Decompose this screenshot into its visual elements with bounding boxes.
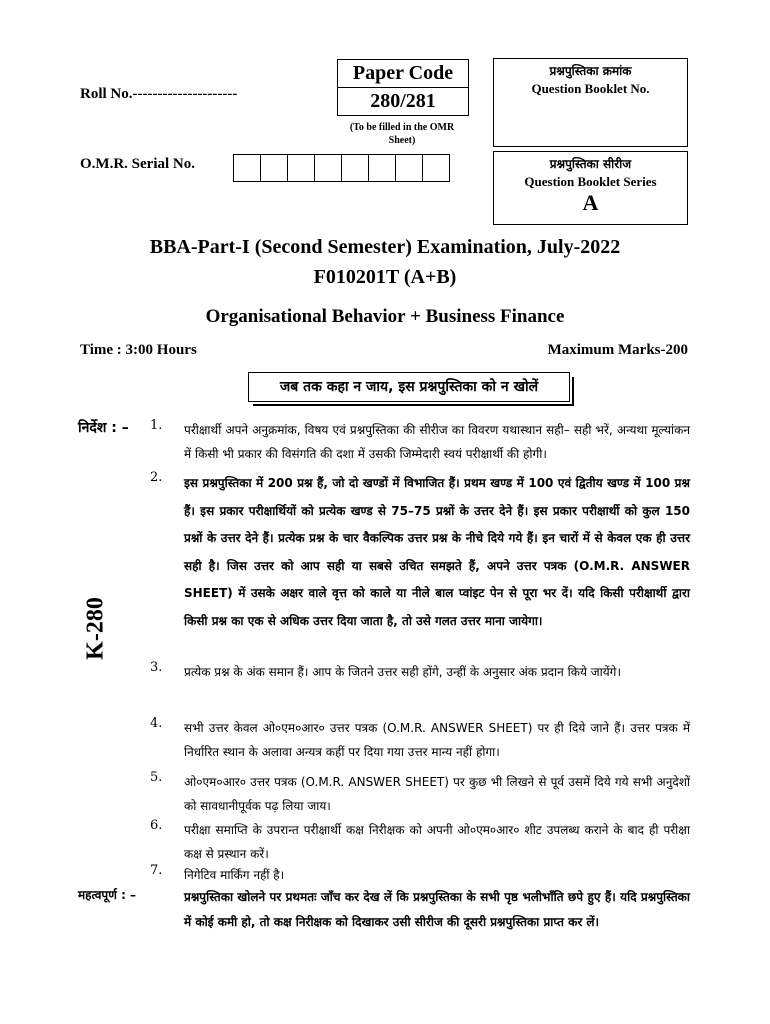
question-booklet-no-english: Question Booklet No. xyxy=(531,81,650,96)
omr-digit-box xyxy=(395,154,423,182)
instruction-text: ओ०एम०आर० उत्तर पत्रक (O.M.R. ANSWER SHEET) पर कुछ भी लिखने से पूर्व उसमें दिये गये सभी अनुदेशों को सावधानीपूर्वक पढ़ लिया जाय। xyxy=(184,775,690,813)
omr-digit-box xyxy=(260,154,288,182)
paper-code-label: Paper Code xyxy=(338,60,468,88)
question-booklet-series-value: A xyxy=(582,190,599,215)
instruction-number: 5. xyxy=(150,770,163,785)
omr-digit-box xyxy=(368,154,396,182)
instruction-text: प्रत्येक प्रश्न के अंक समान हैं। आप के जितने उत्तर सही होंगे, उन्हीं के अनुसार अंक प्रदान किये जायेंगे। xyxy=(184,665,621,679)
omr-serial-label: O.M.R. Serial No. xyxy=(80,156,195,172)
instruction-number: 6. xyxy=(150,818,163,833)
instruction-text: परीक्षा समाप्ति के उपरान्त परीक्षार्थी कक्ष निरीक्षक को अपनी ओ०एम०आर० शीट उपलब्ध कराने के बाद ही परीक्षा कक्ष से प्रस्थान करें। xyxy=(184,823,690,861)
omr-digit-box xyxy=(287,154,315,182)
important-text: प्रश्नपुस्तिका खोलने पर प्रथमतः जाँच कर देख लें कि प्रश्नपुस्तिका के सभी पृष्ठ भलीभाँति छपे हुए हैं। यदि प्रश्नपुस्तिका में कोई कमी हो, तो कक्ष निरीक्षक को दिखाकर उसी सीरीज की दूसरी प्रश्नपुस्तिका प्राप्त कर लें। xyxy=(184,890,690,929)
question-booklet-series-box xyxy=(493,151,688,225)
roll-no-field: Roll No.--------------------- xyxy=(80,86,238,102)
omr-serial-boxes xyxy=(234,154,450,182)
omr-digit-box xyxy=(233,154,261,182)
question-booklet-series-hindi: प्रश्नपुस्तिका सीरीज xyxy=(549,157,632,171)
instruction-text: परीक्षार्थी अपने अनुक्रमांक, विषय एवं प्रश्नपुस्तिका की सीरीज का विवरण यथास्थान सही– सही भरें, अन्यथा मूल्यांकन में किसी भी प्रकार की विसंगति की दशा में उसकी जिम्मेदारी स्वयं परीक्षार्थी की होगी। xyxy=(184,423,690,461)
instruction-text: सभी उत्तर केवल ओ०एम०आर० उत्तर पत्रक (O.M.R. ANSWER SHEET) पर ही दिये जाने हैं। उत्तर पत्रक में निर्धारित स्थान के अलावा अन्यत्र कहीं पर दिया गया उत्तर मान्य नहीं होगा। xyxy=(184,721,690,759)
max-marks: Maximum Marks-200 xyxy=(547,342,688,358)
side-code: K-280 xyxy=(82,597,109,660)
important-label: महत्वपूर्ण : – xyxy=(78,888,137,902)
paper-code-box xyxy=(337,59,469,116)
paper-code-note: (To be filled in the OMR Sheet) xyxy=(349,122,455,146)
exam-code: F010201T (A+B) xyxy=(313,266,457,288)
omr-digit-box xyxy=(314,154,342,182)
question-booklet-no-box xyxy=(493,58,688,147)
instruction-number: 3. xyxy=(150,660,163,675)
subject-title: Organisational Behavior + Business Finance xyxy=(205,306,565,327)
do-not-open-warning: जब तक कहा न जाय, इस प्रश्नपुस्तिका को न खोलें xyxy=(248,372,570,402)
omr-digit-box xyxy=(341,154,369,182)
instruction-number: 1. xyxy=(150,418,163,433)
omr-digit-box xyxy=(422,154,450,182)
exam-time: Time : 3:00 Hours xyxy=(80,342,197,358)
instruction-text: इस प्रश्नपुस्तिका में 200 प्रश्न हैं, जो दो खण्डों में विभाजित हैं। प्रथम खण्ड में 100 एवं द्वितीय खण्ड में 100 प्रश्न हैं। इस प्रकार परीक्षार्थियों को प्रत्येक खण्ड से 75–75 प्रश्नों के उत्तर देने हैं। इस प्रकार परीक्षार्थी को कुल 150 प्रश्नों के उत्तर देने हैं। प्रत्येक प्रश्न के चार वैकल्पिक उत्तर प्रश्न के नीचे दिये गये हैं। इन चारों में से केवल एक ही उत्तर सही है। जिस उत्तर को आप सही या सबसे उचित समझते हैं, अपने उत्तर पत्रक (O.M.R. ANSWER SHEET) में उसके अक्षर वाले वृत्त को काले या नीले बाल प्वांइट पेन से पूरा भर दें। यदि किसी परीक्षार्थी द्वारा किसी प्रश्न का एक से अधिक उत्तर दिया जाता है, तो उसे गलत उत्तर माना जायेगा। xyxy=(184,476,690,628)
paper-code-value: 280/281 xyxy=(370,90,436,112)
instruction-text: निगेटिव मार्किंग नहीं है। xyxy=(184,868,285,882)
instruction-number: 7. xyxy=(150,863,163,878)
question-booklet-series-english: Question Booklet Series xyxy=(524,174,657,189)
exam-title: BBA-Part-I (Second Semester) Examination, July-2022 xyxy=(149,236,621,258)
instruction-number: 2. xyxy=(150,470,163,485)
question-booklet-no-hindi: प्रश्नपुस्तिका क्रमांक xyxy=(549,64,632,78)
instruction-number: 4. xyxy=(150,716,163,731)
instructions-label: निर्देश : – xyxy=(78,420,129,436)
